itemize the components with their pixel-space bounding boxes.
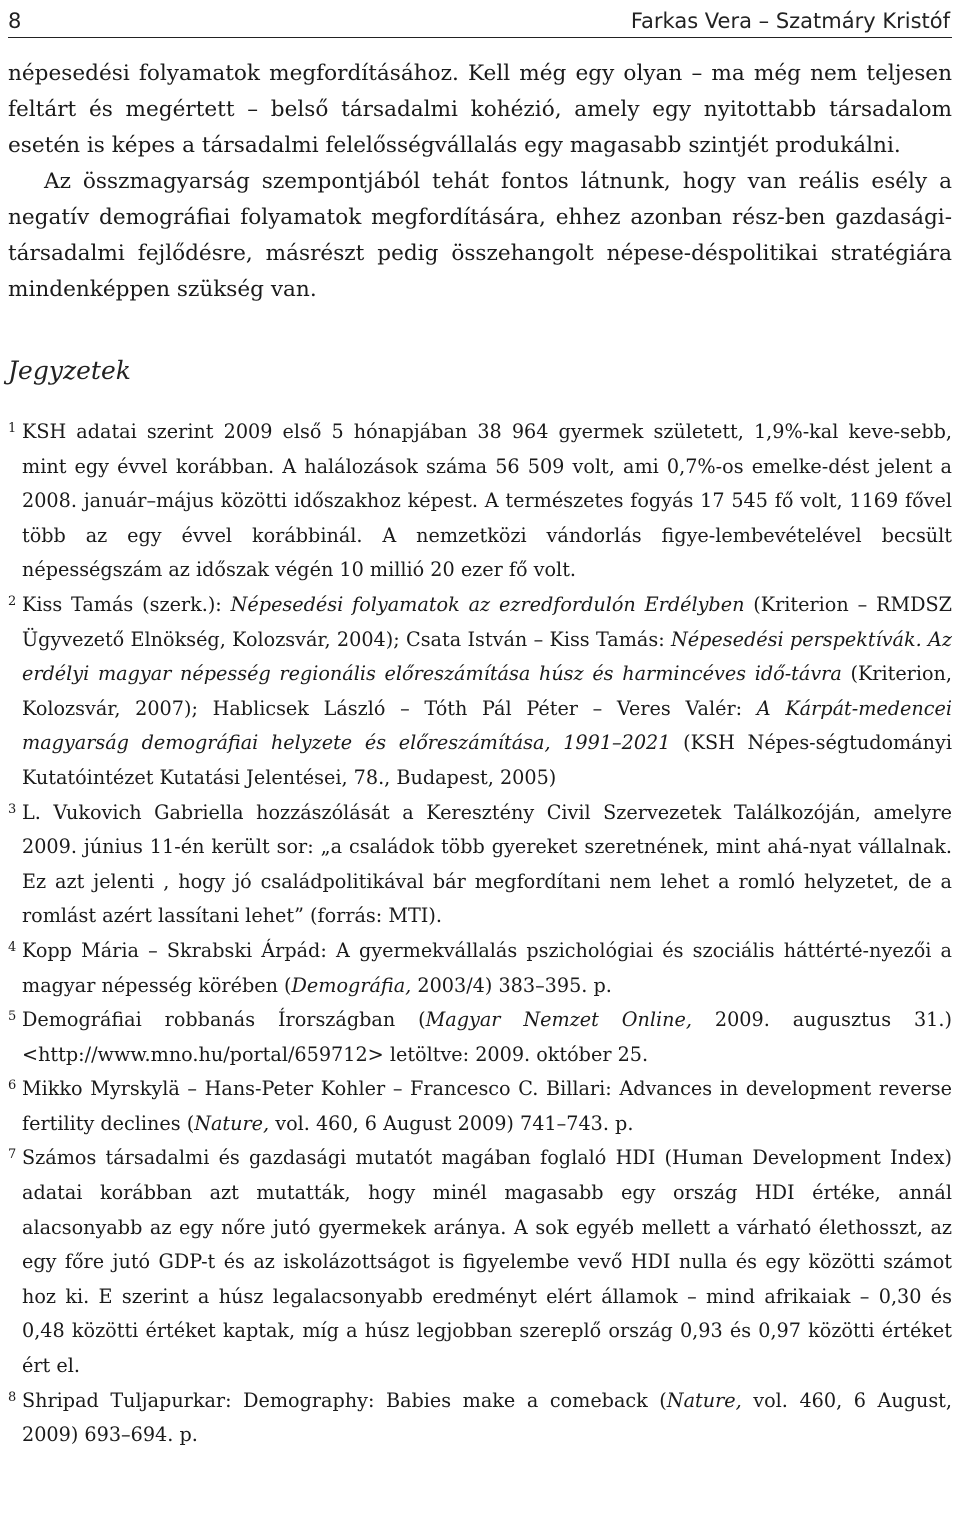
footnote-number: 7 (8, 1147, 17, 1163)
footnote-text: (Kriterion, Kolozsvár, 2007); Hablicsek László – Tóth Pál Péter – Veres Valér: (22, 662, 952, 720)
footnote-text: Kiss Tamás (szerk.): (22, 592, 231, 616)
main-text (8, 56, 952, 308)
notes-heading: Jegyzetek (8, 356, 131, 385)
footnote-title-italic: Magyar Nemzet Online, (425, 1008, 692, 1032)
footnote-number: 1 (8, 421, 17, 436)
footnote-title-italic: Nature, (194, 1111, 270, 1135)
footnote-text: vol. 460, 6 August 2009) 741–743. p. (269, 1111, 634, 1135)
footnote-text: 2003/4) 383–395. p. (411, 973, 612, 997)
footnote-text: Shripad Tuljapurkar: Demography: Babies make a comeback ( (22, 1388, 667, 1412)
footnote-text: (KSH Népes-ségtudományi Kutatóintézet Kutatási Jelentései, 78., Budapest, 2005) (22, 731, 952, 789)
footnote (8, 796, 952, 934)
footnote-text: Kopp Mária – Skrabski Árpád: A gyermekvállalás pszichológiai és szociális háttérté-nyezői a magyar népesség körében ( (22, 938, 952, 997)
footnote-text: L. Vukovich Gabriella hozzászólását a Keresztény Civil Szervezetek Találkozóján, amelyre 2009. június 11-én került sor: „a családok több gyereket szeretnének, mint ahá-nyat vállalnak. Ez azt jelenti , hogy jó családpolitikával bár megfordítani nem lehet a romló helyzetet, de a romlást azért lassítani lehet” (forrás: MTI). (22, 800, 952, 928)
footnote-number: 8 (8, 1389, 17, 1405)
footnote (8, 415, 952, 588)
notes-list (8, 415, 952, 1453)
page-number: 8 (8, 9, 22, 33)
footnote-text: 2009. augusztus 31.) <http://www.mno.hu/portal/659712> letöltve: 2009. október 25. (22, 1008, 952, 1066)
footnote (8, 1003, 952, 1072)
footnote (8, 1072, 952, 1141)
footnote-text: Számos társadalmi és gazdasági mutatót magában foglaló HDI (Human Development Index) adatai korábban azt mutatták, hogy minél magasabb egy ország HDI értéke, annál alacsonyabb az egy nőre jutó gyermekek aránya. A sok egyéb mellett a várható élethosszt, az egy főre jutó GDP-t és az iskolázottságot is figyelembe vevő HDI nulla és egy közötti számot hoz ki. E szerint a húsz legalacsonyabb eredményt elért államok – mind afrikaiak – 0,30 és 0,48 közötti értéket kaptak, míg a húsz legjobban szereplő ország 0,93 és 0,97 közötti értéket ért el. (22, 1146, 952, 1378)
footnote-title-italic: Népesedési folyamatok az ezredfordulón Erdélyben (230, 592, 745, 616)
footnote-title-italic: Demográfia, (291, 973, 412, 997)
footnote-text: KSH adatai szerint 2009 első 5 hónapjában 38 964 gyermek született, 1,9%-kal keve-sebb, mint egy évvel korábban. A halálozások száma 56 509 volt, ami 0,7%-os emelke-dést jelent a 2008. január–május közötti időszakhoz képest. A természetes fogyás 17 545 fő volt, 1169 fővel több az egy évvel korábbinál. A nemzetközi vándorlás figye-lembevételével becsült népességszám az időszak végén 10 millió 20 ezer fő volt. (22, 420, 952, 582)
footnote-title-italic: Népesedési perspektívák. Az erdélyi magyar népesség regionális előreszámítása húsz és harmincéves idő-távra (22, 627, 952, 686)
footnote-text: Mikko Myrskylä – Hans-Peter Kohler – Francesco C. Billari: Advances in development reverse fertility declines ( (22, 1077, 952, 1135)
footnote-text: (Kriterion – RMDSZ Ügyvezető Elnökség, Kolozsvár, 2004); Csata István – Kiss Tamás: (22, 592, 952, 651)
footnote-number: 6 (8, 1078, 17, 1094)
footnote-title-italic: A Kárpát-medencei magyarság demográfiai helyzete és előreszámítása, 1991–2021 (22, 696, 952, 755)
running-title: Farkas Vera – Szatmáry Kristóf (630, 9, 950, 33)
footnote-title-italic: Nature, (666, 1388, 742, 1412)
footnote (8, 934, 952, 1003)
footnote (8, 588, 952, 796)
paragraph: népesedési folyamatok megfordításához. Kell még egy olyan – ma még nem teljesen feltárt és megértett – belső társadalmi kohézió, amely egy nyitottabb társadalom esetén is képes a társadalmi felelősségvállalás egy magasabb szintjét produkálni. (8, 61, 952, 158)
footnote-number: 2 (8, 593, 17, 609)
footnote (8, 1384, 952, 1453)
paragraph: Az összmagyarság szempontjából tehát fontos látnunk, hogy van reális esély a negatív demográfiai folyamatok megfordítására, ehhez azonban rész-ben gazdasági-társadalmi fejlődésre, másrészt pedig összehangolt népese-déspolitikai stratégiára mindenképpen szükség van. (8, 169, 952, 302)
footnote-number: 4 (8, 939, 17, 955)
footnote (8, 1141, 952, 1383)
footnote-number: 5 (8, 1009, 17, 1025)
running-header (8, 0, 952, 38)
footnote-text: vol. 460, 6 August, 2009) 693–694. p. (22, 1388, 952, 1447)
footnote-text: Demográfiai robbanás Írországban ( (22, 1008, 426, 1032)
footnote-number: 3 (8, 801, 17, 817)
